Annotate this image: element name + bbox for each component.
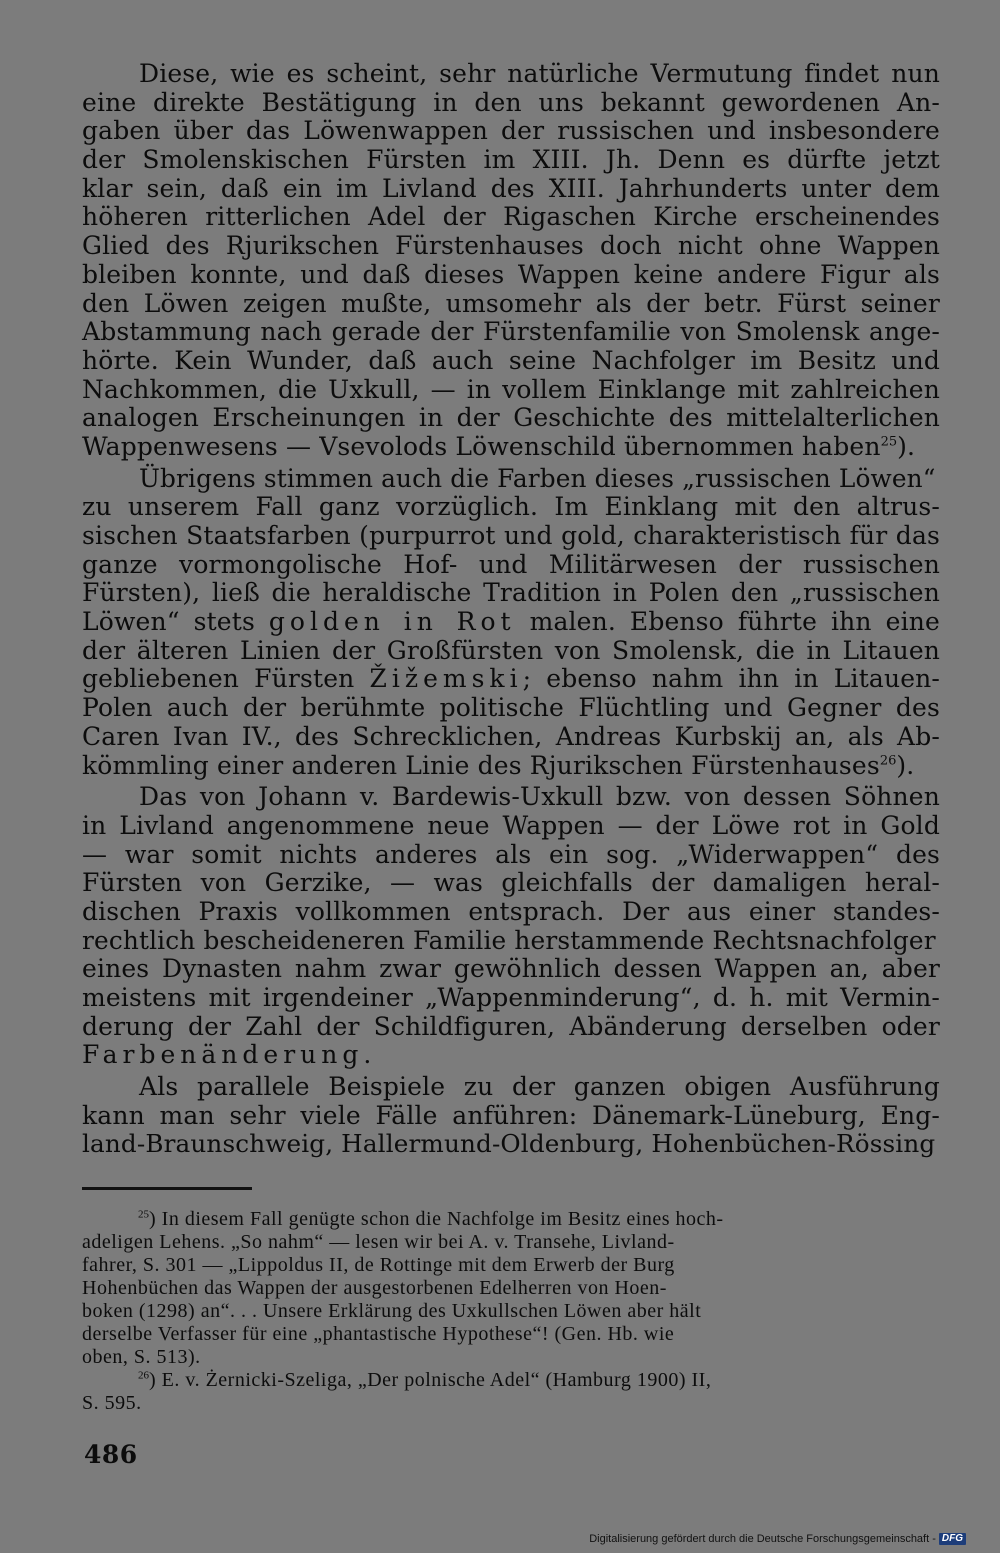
- text-segment: fahrer, S. 301 — „Lippoldus II, de Rottinge mit dem Erwerb der Burg: [82, 1254, 675, 1276]
- text-line: [82, 60, 940, 89]
- footnote-separator: [82, 1187, 252, 1190]
- text-line: [82, 841, 940, 870]
- text-segment: eine direkte Bestätigung in den uns bekannt gewordenen An-: [82, 87, 940, 117]
- text-segment: derung der Zahl der Schildfiguren, Abänderung derselben oder: [82, 1011, 940, 1041]
- text-line: [82, 493, 940, 522]
- text-segment: meistens mit irgendeiner „Wappenminderung“, d. h. mit Vermin-: [82, 983, 940, 1012]
- text-segment: ; ebenso nahm ihn in Litauen-: [522, 664, 940, 694]
- text-line: [82, 1254, 940, 1277]
- text-segment: Hohenbüchen das Wappen der ausgestorbenen Edelherren von Hoen-: [82, 1277, 667, 1299]
- text-line: [82, 955, 940, 984]
- text-segment: gebliebenen Fürsten: [82, 664, 370, 694]
- text-segment: Glied des Rjurikschen Fürstenhauses doch nicht ohne Wappen: [82, 231, 940, 261]
- text-segment: Polen auch der berühmte politische Flüchtling und Gegner des: [82, 693, 940, 723]
- text-segment: adeligen Lehens. „So nahm“ — lesen wir bei A. v. Transehe, Livland-: [82, 1231, 675, 1253]
- text-line: [82, 318, 940, 347]
- text-segment: den Löwen zeigen mußte, umsomehr als der betr. Fürst seiner: [82, 288, 940, 318]
- text-line: [82, 1073, 940, 1102]
- text-line: [82, 551, 940, 580]
- text-segment: der älteren Linien der Großfürsten von Smolensk, die in Litauen: [82, 635, 941, 665]
- text-segment: Fürsten), ließ die heraldische Tradition in Polen den „russischen: [82, 578, 940, 608]
- dfg-logo: DFG: [939, 1533, 966, 1545]
- paragraph: [82, 1073, 940, 1159]
- text-segment: ganze vormongolische Hof- und Militärwesen der russischen: [82, 549, 940, 579]
- footnote-marker: 26: [138, 1369, 149, 1382]
- text-line: [82, 812, 940, 841]
- text-segment: der Smolenskischen Fürsten im XIII. Jh. Denn es dürfte jetzt: [82, 145, 940, 175]
- text-line: [82, 290, 940, 319]
- text-line: [82, 1208, 940, 1231]
- text-segment: dischen Praxis vollkommen entsprach. Der aus einer standes-: [82, 896, 940, 926]
- text-line: [82, 465, 940, 494]
- text-segment: analogen Erscheinungen in der Geschichte des mittelalterlichen: [82, 403, 941, 433]
- page-number: 486: [84, 1440, 138, 1469]
- text-segment: derselbe Verfasser für eine „phantastische Hypothese“! (Gen. Hb. wie: [82, 1323, 675, 1345]
- text-segment: Diese, wie es scheint, sehr natürliche Vermutung findet nun: [139, 59, 940, 88]
- spaced-emphasis: Žižemski: [369, 664, 523, 694]
- text-line: [82, 261, 940, 290]
- text-line: [82, 1300, 940, 1323]
- text-line: [82, 665, 940, 694]
- text-segment: Nachkommen, die Uxkull, — in vollem Einklange mit zahlreichen: [82, 374, 940, 404]
- text-segment: in Livland angenommene neue Wappen — der Löwe rot in Gold: [82, 810, 940, 840]
- text-segment: Löwen“ stets: [82, 607, 269, 637]
- text-line: [82, 752, 940, 781]
- text-segment: eines Dynasten nahm zwar gewöhnlich dessen Wappen an, aber: [82, 954, 941, 984]
- text-line: [82, 1130, 940, 1159]
- text-segment: Übrigens stimmen auch die Farben dieses „russischen Löwen“: [139, 463, 936, 493]
- text-segment: ) E. v. Żernicki-Szeliga, „Der polnische Adel“ (Hamburg 1900) II,: [149, 1369, 712, 1391]
- text-segment: höheren ritterlichen Adel der Rigaschen Kirche erscheinendes: [82, 202, 941, 232]
- text-segment: gaben über das Löwenwappen der russischen und insbesondere: [82, 116, 940, 146]
- text-segment: S. 595.: [82, 1392, 142, 1414]
- text-line: [82, 404, 940, 433]
- text-line: [82, 869, 940, 898]
- text-line: [82, 89, 940, 118]
- text-line: [82, 203, 940, 232]
- footnote-marker: 25: [138, 1208, 149, 1221]
- text-line: [82, 637, 940, 666]
- text-segment: Fürsten von Gerzike, — was gleichfalls der damaligen heral-: [82, 868, 941, 898]
- footnote-marker: 26: [879, 753, 897, 769]
- text-line: [82, 232, 940, 261]
- text-line: [82, 723, 940, 752]
- text-segment: bleiben konnte, und daß dieses Wappen keine andere Figur als: [82, 259, 940, 289]
- text-segment: ) In diesem Fall genügte schon die Nachfolge im Besitz eines hoch-: [149, 1208, 724, 1230]
- footnote: [82, 1369, 940, 1415]
- text-segment: — war somit nichts anderes als ein sog. „Widerwappen“ des: [82, 839, 941, 869]
- text-line: [82, 1277, 940, 1300]
- text-line: [82, 1102, 940, 1131]
- paragraph: [82, 465, 940, 781]
- text-line: [82, 1346, 940, 1369]
- text-segment: hörte. Kein Wunder, daß auch seine Nachfolger im Besitz und: [82, 345, 940, 375]
- text-line: [82, 146, 940, 175]
- credit-text: Digitalisierung gefördert durch die Deutsche Forschungsgemeinschaft -: [589, 1533, 936, 1545]
- text-line: [82, 927, 940, 956]
- footnote: [82, 1208, 940, 1369]
- text-line: [82, 347, 940, 376]
- text-line: [82, 433, 940, 462]
- text-line: [82, 694, 940, 723]
- text-segment: Abstammung nach gerade der Fürstenfamilie von Smolensk ange-: [82, 317, 941, 347]
- text-line: [82, 117, 940, 146]
- spaced-emphasis: Farbenänderung: [82, 1040, 364, 1070]
- text-segment: klar sein, daß ein im Livland des XIII. Jahrhunderts unter dem: [82, 173, 940, 203]
- text-line: [82, 579, 940, 608]
- text-segment: Als parallele Beispiele zu der ganzen obigen Ausführung: [139, 1072, 940, 1102]
- text-segment: oben, S. 513).: [82, 1346, 201, 1368]
- text-line: [82, 783, 940, 812]
- text-line: [82, 608, 940, 637]
- main-text: [82, 60, 940, 1159]
- text-segment: Wappenwesens — Vsevolods Löwenschild übernommen haben: [82, 431, 881, 461]
- text-segment: ).: [896, 750, 915, 780]
- text-segment: ).: [897, 431, 916, 461]
- text-line: [82, 376, 940, 405]
- text-segment: boken (1298) an“. . . Unsere Erklärung des Uxkullschen Löwen aber hält: [82, 1300, 702, 1322]
- text-segment: rechtlich bescheideneren Familie herstammende Rechtsnachfolger: [82, 925, 936, 955]
- text-segment: Das von Johann v. Bardewis-Uxkull bzw. von dessen Söhnen: [139, 782, 940, 812]
- paragraph: [82, 60, 940, 462]
- text-segment: kömmling einer anderen Linie des Rjurikschen Fürstenhauses: [82, 750, 880, 780]
- text-segment: zu unserem Fall ganz vorzüglich. Im Einklang mit den altrus-: [82, 492, 940, 522]
- paragraph: [82, 783, 940, 1070]
- spaced-emphasis: golden in Rot: [268, 607, 516, 637]
- text-line: [82, 984, 940, 1013]
- text-segment: Caren Ivan IV., des Schrecklichen, Andreas Kurbskij an, als Ab-: [82, 721, 940, 751]
- text-line: [82, 1013, 940, 1042]
- text-line: [82, 1369, 940, 1392]
- text-segment: sischen Staatsfarben (purpurrot und gold, charakteristisch für das: [82, 521, 940, 550]
- text-segment: .: [363, 1040, 372, 1070]
- text-segment: malen. Ebenso führte ihn eine: [515, 607, 940, 637]
- text-line: [82, 1041, 940, 1070]
- digitization-credit: [589, 1533, 966, 1545]
- footnotes: [82, 1208, 940, 1415]
- text-line: [82, 1323, 940, 1346]
- text-line: [82, 898, 940, 927]
- text-segment: kann man sehr viele Fälle anführen: Dänemark-Lüneburg, Eng-: [82, 1100, 940, 1130]
- text-segment: land-Braunschweig, Hallermund-Oldenburg, Hohenbüchen-Rössing: [82, 1129, 936, 1159]
- text-line: [82, 1231, 940, 1254]
- text-line: [82, 175, 940, 204]
- footnote-marker: 25: [880, 434, 898, 450]
- text-line: [82, 522, 940, 551]
- text-line: [82, 1392, 940, 1415]
